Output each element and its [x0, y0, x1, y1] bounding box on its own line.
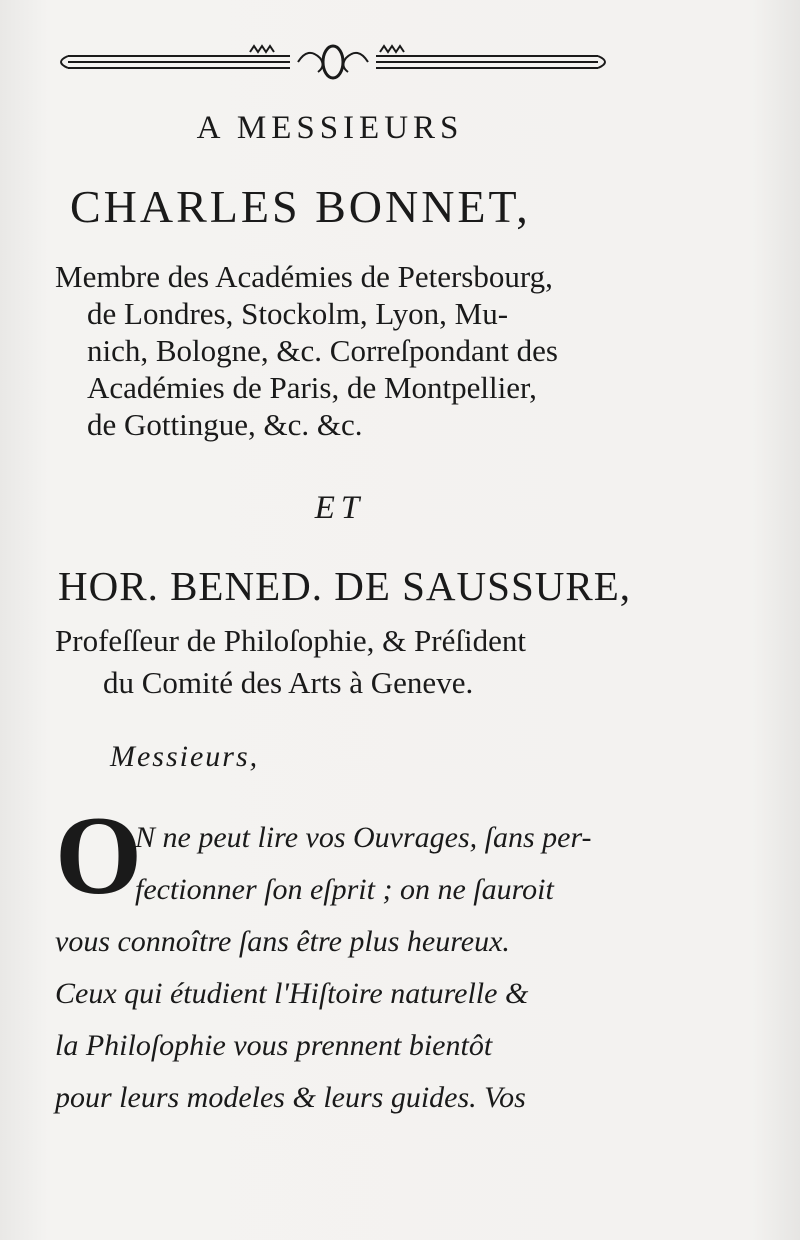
recipient-titles-saussure	[55, 620, 625, 704]
body-line: vous connoître ſans être plus heureux.	[55, 925, 510, 958]
letter-body	[55, 812, 625, 1124]
title-line: Académies de Paris, de Montpellier,	[87, 370, 537, 405]
conjunction-et: ET	[314, 490, 366, 526]
body-line: la Philoſophie vous prennent bientôt	[55, 1029, 493, 1062]
body-line: N ne peut lire vos Ouvrages, ſans per-	[135, 821, 592, 854]
salutation: Messieurs,	[110, 740, 260, 773]
drop-cap-letter: O	[55, 794, 143, 918]
dedication-heading: A MESSIEURS	[196, 110, 464, 146]
body-line: Ceux qui étudient l'Hiſtoire naturelle &	[55, 977, 529, 1010]
title-line: de Londres, Stockolm, Lyon, Mu-	[87, 296, 509, 331]
title-line: Membre des Académies de Petersbourg,	[55, 259, 553, 294]
recipient-name-saussure: HOR. BENED. DE SAUSSURE,	[58, 563, 631, 609]
title-line: du Comité des Arts à Geneve.	[103, 665, 474, 700]
body-line: pour leurs modeles & leurs guides. Vos	[55, 1081, 526, 1114]
title-line: Profeſſeur de Philoſophie, & Préſident	[55, 623, 526, 658]
body-line: fectionner ſon eſprit ; on ne ſauroit	[135, 873, 554, 906]
title-line: nich, Bologne, &c. Correſpondant des	[87, 333, 558, 368]
decorative-header-ornament	[50, 38, 616, 86]
recipient-titles-bonnet	[55, 258, 625, 443]
title-line: de Gottingue, &c. &c.	[87, 407, 363, 442]
recipient-name-bonnet: CHARLES BONNET,	[70, 181, 531, 232]
